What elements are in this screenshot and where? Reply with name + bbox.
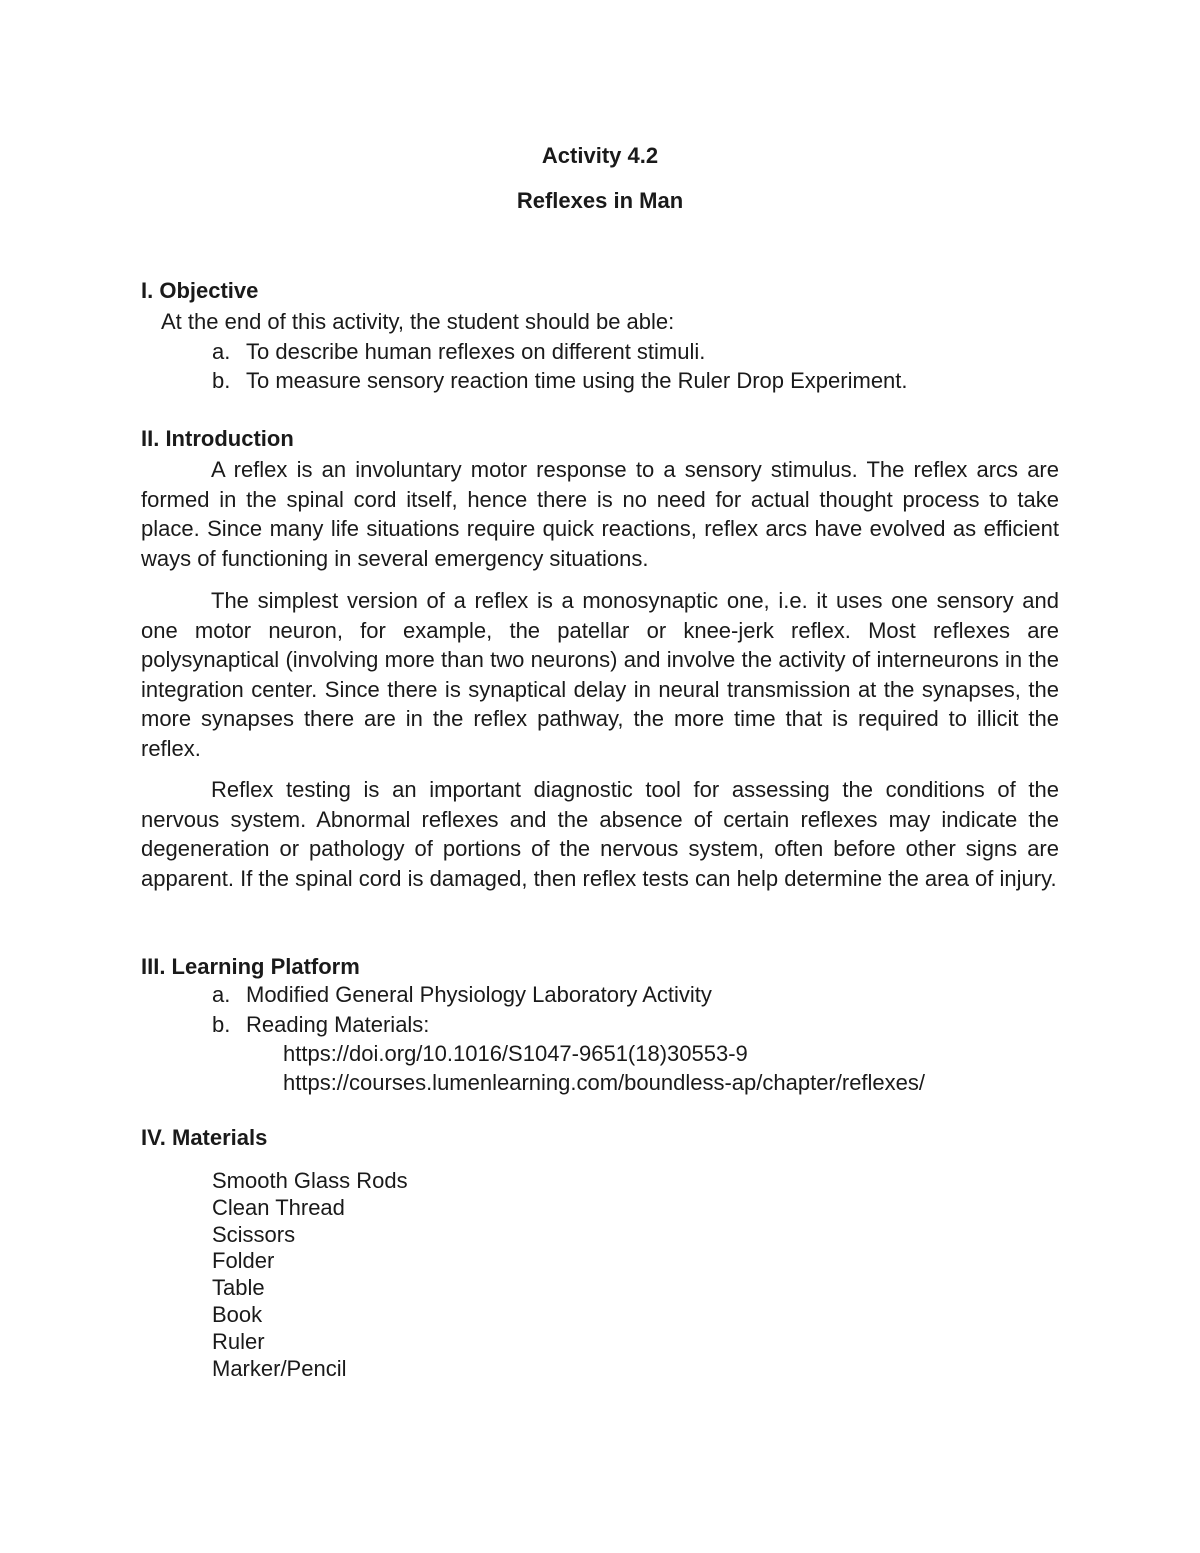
reference-link-doi[interactable]: https://doi.org/10.1016/S1047-9651(18)30553-9 <box>283 1041 748 1066</box>
introduction-paragraph: Reflex testing is an important diagnostic tool for assessing the conditions of the nervous system. Abnormal reflexes and the absence of certain reflexes may indicate the degeneration or pathology of portions of the nervous system, often before other signs are apparent. If the spinal cord is damaged, then reflex tests can help determine the area of injury. <box>141 777 1059 891</box>
materials-item: Book <box>212 1301 263 1327</box>
materials-item: Ruler <box>212 1328 265 1354</box>
materials-heading: IV. Materials <box>141 1125 268 1150</box>
materials-item: Marker/Pencil <box>212 1355 347 1381</box>
learning-platform-heading: III. Learning Platform <box>141 954 360 979</box>
materials-item: Scissors <box>212 1221 296 1247</box>
introduction-heading: II. Introduction <box>141 426 294 451</box>
materials-item: Smooth Glass Rods <box>212 1168 408 1193</box>
learning-platform-item-text: Modified General Physiology Laboratory Activity <box>246 982 712 1007</box>
materials-item: Folder <box>212 1248 275 1274</box>
materials-item: Table <box>212 1275 265 1301</box>
materials-item: Clean Thread <box>212 1194 345 1220</box>
activity-number: Activity 4.2 <box>541 143 659 168</box>
reference-link-lumen[interactable]: https://courses.lumenlearning.com/boundless-ap/chapter/reflexes/ <box>283 1070 926 1095</box>
objective-item-marker: b. <box>212 368 231 393</box>
introduction-paragraph: The simplest version of a reflex is a monosynaptic one, i.e. it uses one sensory and one motor neuron, for example, the patellar or knee-jerk reflex. Most reflexes are polysynaptical (involving more than two neurons) and involve the activity of interneurons in the integration center. Since there is synaptical delay in neural transmission at the synapses, the more synapses there are in the reflex pathway, the more time that is required to illicit the reflex. <box>141 588 1059 761</box>
objective-heading: I. Objective <box>141 278 259 303</box>
learning-platform-item-marker: a. <box>212 982 231 1007</box>
document-title: Reflexes in Man <box>516 188 684 213</box>
introduction-paragraph: A reflex is an involuntary motor response to a sensory stimulus. The reflex arcs are formed in the spinal cord itself, hence there is no need for actual thought process to take place. Since many life situations require quick reactions, reflex arcs have evolved as efficient ways of functioning in several emergency situations. <box>141 457 1059 571</box>
objective-item-marker: a. <box>212 339 231 364</box>
materials-list <box>212 1168 408 1382</box>
objective-item-text: To measure sensory reaction time using the Ruler Drop Experiment. <box>246 368 908 393</box>
learning-platform-item-text: Reading Materials: <box>246 1012 430 1037</box>
learning-platform-item-marker: b. <box>212 1012 231 1037</box>
objective-intro: At the end of this activity, the student should be able: <box>161 309 675 334</box>
objective-item-text: To describe human reflexes on different stimuli. <box>246 339 706 364</box>
